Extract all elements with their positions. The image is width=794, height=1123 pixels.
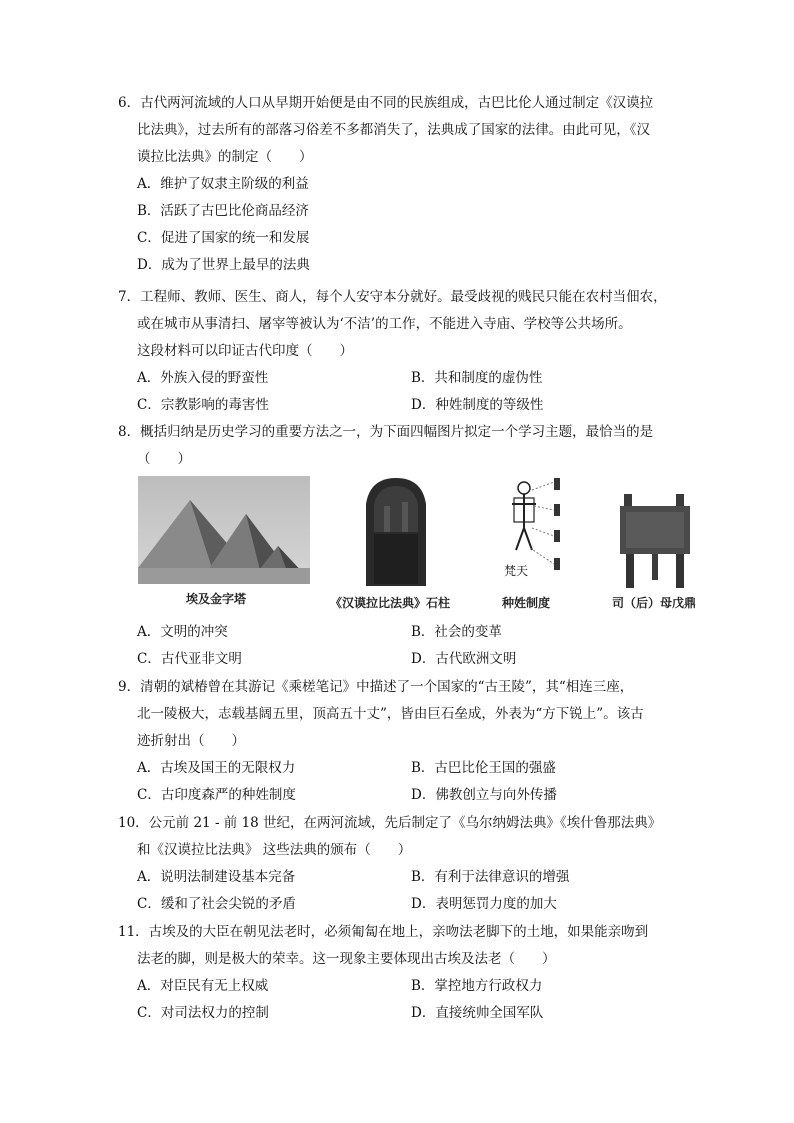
question-text-line: 和《汉谟拉比法典》 这些法典的颁布（ ） (137, 842, 412, 858)
question-text-line: 谟拉比法典》的制定（ ） (137, 149, 313, 165)
option-a: A．维护了奴隶主阶级的利益 (137, 176, 309, 192)
question-text-line: 或在城市从事清扫、屠宰等被认为‘不洁’的工作，不能进入寺庙、学校等公共场所。 (137, 316, 632, 332)
option-c: C．促进了国家的统一和发展 (137, 230, 310, 246)
option-a: A．外族入侵的野蛮性 (137, 370, 269, 386)
option-b: B．活跃了古巴比伦商品经济 (137, 203, 309, 219)
option-d: D．成为了世界上最早的法典 (137, 257, 310, 273)
question-text-line: 迹折射出（ ） (137, 733, 245, 749)
option-b: B．有利于法律意识的增强 (411, 869, 570, 885)
question-text-line: 这段材料可以印证古代印度（ ） (137, 343, 353, 359)
question-8 (118, 419, 688, 473)
pyramids-image (138, 476, 310, 606)
option-d: D．种姓制度的等级性 (411, 397, 544, 413)
option-d: D．佛教创立与向外传播 (411, 787, 557, 803)
hammurabi-stele-image (330, 476, 460, 610)
question-text-line: 比法典》，过去所有的部落习俗差不多都消失了，法典成了国家的法律。由此可见，《汉 (137, 122, 650, 138)
option-a: A．对臣民有无上权威 (137, 978, 269, 994)
option-c: C．古代亚非文明 (137, 651, 242, 667)
option-d: D．表明惩罚力度的加大 (411, 896, 557, 912)
question-10 (118, 810, 688, 918)
option-b: B．社会的变革 (411, 624, 502, 640)
question-text-line: 8．概括归纳是历史学习的重要方法之一，为下面四幅图片拟定一个学习主题，最恰当的是 (118, 424, 654, 440)
figure-caption: 《汉谟拉比法典》石柱 (330, 596, 451, 610)
question-text-line: 法老的脚，则是极大的荣幸。这一现象主要体现出古埃及法老（ ） (137, 951, 556, 967)
option-b: B．掌控地方行政权力 (411, 978, 543, 994)
question-7 (118, 284, 688, 419)
figure-caption: 司（后）母戊鼎 (612, 596, 697, 610)
question-text-line: 9．清朝的斌椿曾在其游记《乘槎笔记》中描述了一个国家的“古王陵”，其“相连三座， (118, 679, 634, 695)
stele-icon (330, 476, 460, 586)
option-c: C．对司法权力的控制 (137, 1005, 269, 1021)
question-9 (118, 674, 688, 809)
option-b: B．古巴比伦王国的强盛 (411, 760, 556, 776)
option-c: C．宗教影响的毒害性 (137, 397, 269, 413)
question-6 (118, 90, 688, 279)
question-text-line: 11．古埃及的大臣在朝见法老时，必须匍匐在地上，亲吻法老脚下的土地，如果能亲吻到 (118, 924, 649, 940)
caste-system-image (496, 476, 576, 610)
option-c: C．古印度森严的种姓制度 (137, 787, 296, 803)
option-d: D．古代欧洲文明 (411, 651, 517, 667)
figure-inner-label: 梵天 (504, 564, 529, 578)
pyramids-icon (138, 476, 310, 584)
option-a: A．文明的冲突 (137, 624, 228, 640)
question-text-line: （ ） (137, 451, 191, 467)
figure-caption: 埃及金字塔 (186, 592, 247, 606)
ding-vessel-image (608, 476, 728, 610)
option-a: A．古埃及国王的无限权力 (137, 760, 296, 776)
option-c: C．缓和了社会尖锐的矛盾 (137, 896, 296, 912)
question-text-line: 7．工程师、教师、医生、商人，每个人安守本分就好。最受歧视的贱民只能在农村当佃农， (118, 289, 667, 305)
ding-icon (616, 492, 696, 592)
question-text-line: 6．古代两河流域的人口从早期开始便是由不同的民族组成，古巴比伦人通过制定《汉谟拉 (118, 95, 654, 111)
figure-caption: 种姓制度 (502, 596, 551, 610)
question-8-options (118, 619, 688, 673)
question-11 (118, 919, 688, 1027)
question-text-line: 北一陵极大，志载基阔五里，顶高五十丈”，皆由巨石垒成，外表为“方下锐上”。该古 (137, 706, 644, 722)
question-text-line: 10．公元前 21 - 前 18 世纪，在两河流域，先后制定了《乌尔纳姆法典》《埃什鲁那法典》 (118, 815, 662, 831)
question-8-figures (138, 476, 728, 616)
option-a: A．说明法制建设基本完备 (137, 869, 296, 885)
option-d: D．直接统帅全国军队 (411, 1005, 544, 1021)
option-b: B．共和制度的虚伪性 (411, 370, 543, 386)
